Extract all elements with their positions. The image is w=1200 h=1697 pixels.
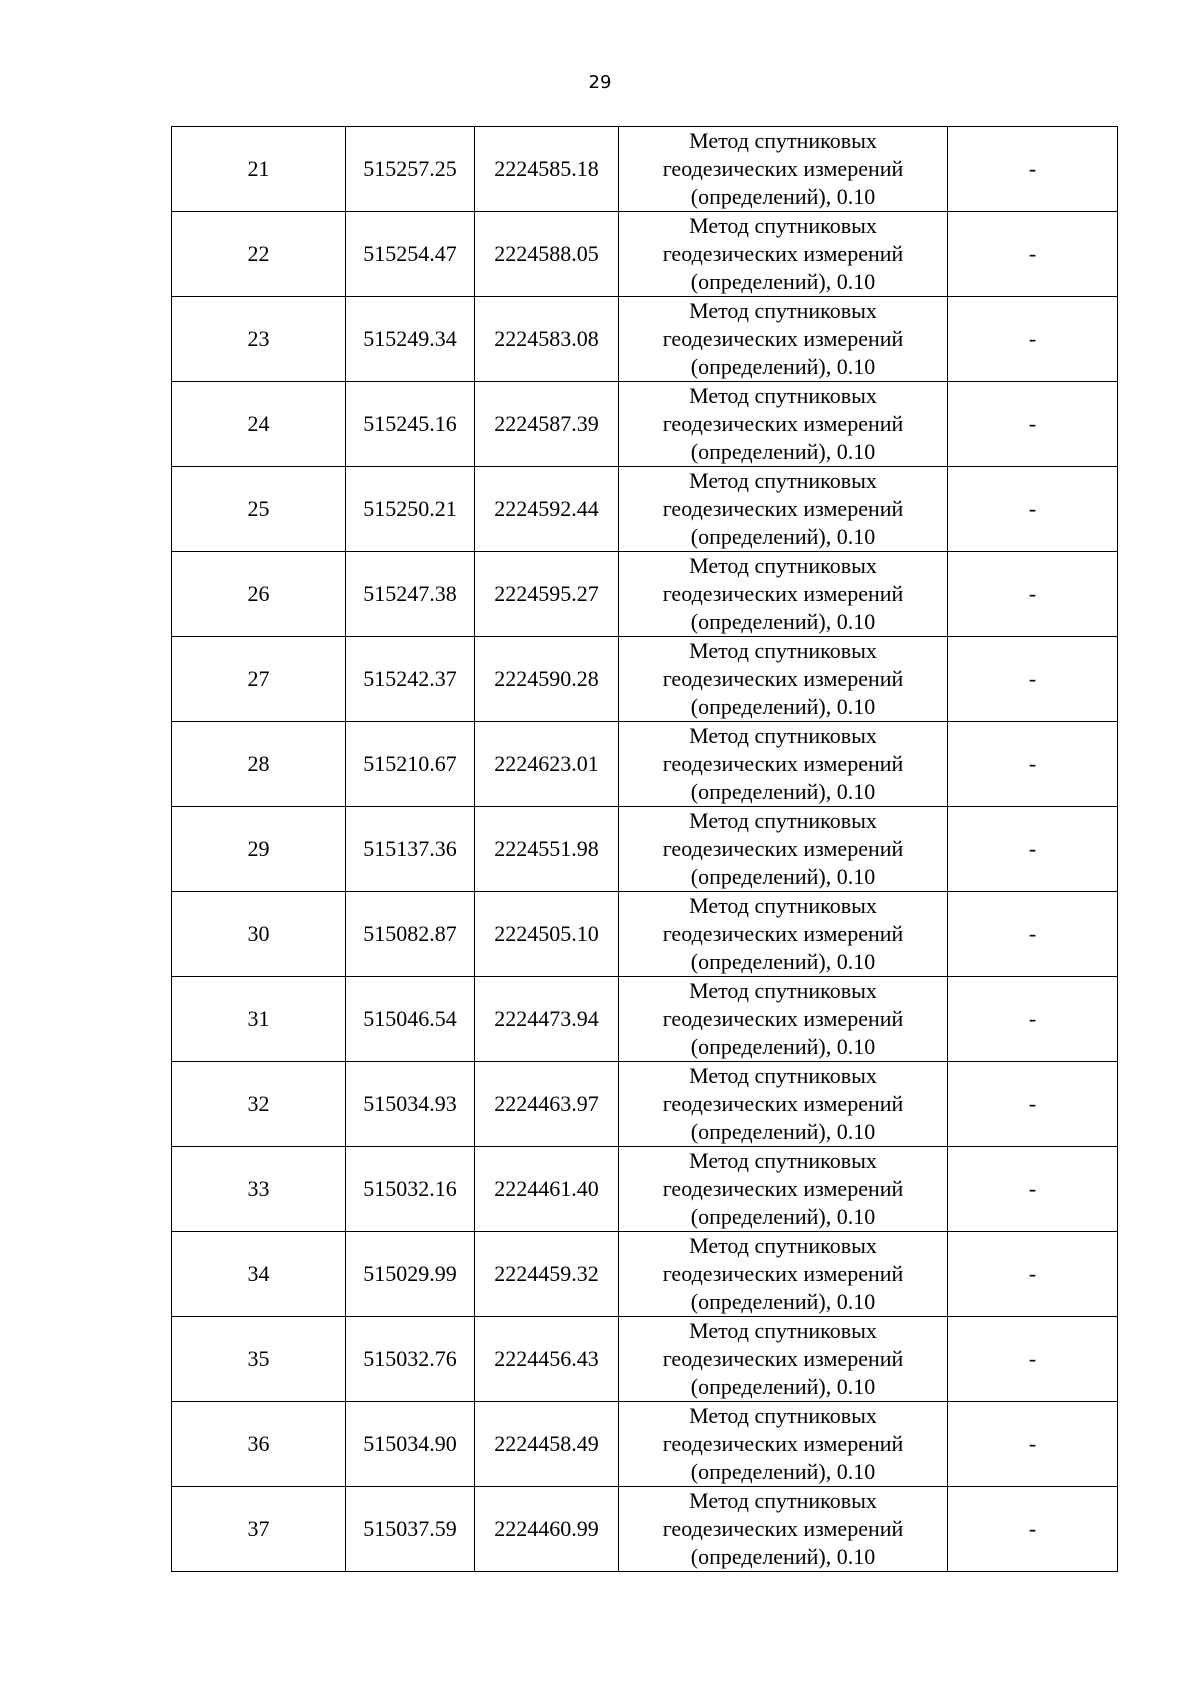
method-text-line: Метод спутниковых [689,213,877,238]
method-text-line: Метод спутниковых [689,383,877,408]
point-number-cell: 28 [172,722,346,807]
table-row [172,1232,1118,1317]
method-cell [619,1487,948,1572]
method-text-line: (определений), 0.10 [690,779,876,804]
point-number-cell: 22 [172,212,346,297]
x-coordinate-cell: 515242.37 [346,637,475,722]
point-number-cell: 35 [172,1317,346,1402]
note-cell: - [948,1062,1118,1147]
method-text-line: геодезических измерений [662,751,904,776]
method-text-line: Метод спутниковых [689,1233,877,1258]
method-cell [619,722,948,807]
method-text-line: (определений), 0.10 [690,1034,876,1059]
note-cell: - [948,722,1118,807]
method-text-line: (определений), 0.10 [690,354,876,379]
y-coordinate-cell: 2224473.94 [475,977,619,1062]
note-cell: - [948,1317,1118,1402]
point-number-cell: 34 [172,1232,346,1317]
x-coordinate-cell: 515250.21 [346,467,475,552]
note-cell: - [948,552,1118,637]
y-coordinate-cell: 2224505.10 [475,892,619,977]
method-cell [619,807,948,892]
table-row [172,722,1118,807]
point-number-cell: 25 [172,467,346,552]
y-coordinate-cell: 2224460.99 [475,1487,619,1572]
table-row [172,1402,1118,1487]
method-cell [619,1062,948,1147]
method-text-line: (определений), 0.10 [690,439,876,464]
method-cell [619,892,948,977]
note-cell: - [948,807,1118,892]
method-text-line: геодезических измерений [662,496,904,521]
method-text-line: геодезических измерений [662,1346,904,1371]
note-cell: - [948,1147,1118,1232]
method-text-line: Метод спутниковых [689,978,877,1003]
y-coordinate-cell: 2224590.28 [475,637,619,722]
method-cell [619,637,948,722]
note-cell: - [948,1487,1118,1572]
x-coordinate-cell: 515137.36 [346,807,475,892]
note-cell: - [948,212,1118,297]
table-row [172,1147,1118,1232]
method-cell [619,382,948,467]
method-text-line: геодезических измерений [662,1006,904,1031]
x-coordinate-cell: 515254.47 [346,212,475,297]
method-text-line: Метод спутниковых [689,638,877,663]
note-cell: - [948,297,1118,382]
method-cell [619,212,948,297]
method-text-line: геодезических измерений [662,241,904,266]
method-text-line: геодезических измерений [662,581,904,606]
method-text-line: (определений), 0.10 [690,524,876,549]
method-text-line: геодезических измерений [662,1261,904,1286]
table-row [172,892,1118,977]
method-text-line: геодезических измерений [662,411,904,436]
method-text-line: Метод спутниковых [689,1148,877,1173]
y-coordinate-cell: 2224588.05 [475,212,619,297]
method-text-line: Метод спутниковых [689,1403,877,1428]
y-coordinate-cell: 2224551.98 [475,807,619,892]
method-text-line: геодезических измерений [662,666,904,691]
method-cell [619,1402,948,1487]
y-coordinate-cell: 2224585.18 [475,127,619,212]
x-coordinate-cell: 515247.38 [346,552,475,637]
method-text-line: Метод спутниковых [689,553,877,578]
method-cell [619,1147,948,1232]
x-coordinate-cell: 515082.87 [346,892,475,977]
point-number-cell: 37 [172,1487,346,1572]
point-number-cell: 21 [172,127,346,212]
y-coordinate-cell: 2224595.27 [475,552,619,637]
method-cell [619,977,948,1062]
method-text-line: геодезических измерений [662,1091,904,1116]
table-row [172,1062,1118,1147]
method-text-line: Метод спутниковых [689,808,877,833]
note-cell: - [948,637,1118,722]
method-cell [619,1232,948,1317]
method-cell [619,1317,948,1402]
note-cell: - [948,127,1118,212]
method-text-line: (определений), 0.10 [690,609,876,634]
method-cell [619,467,948,552]
point-number-cell: 31 [172,977,346,1062]
y-coordinate-cell: 2224587.39 [475,382,619,467]
point-number-cell: 29 [172,807,346,892]
method-text-line: (определений), 0.10 [690,1374,876,1399]
method-text-line: Метод спутниковых [689,1318,877,1343]
table-row [172,467,1118,552]
point-number-cell: 27 [172,637,346,722]
x-coordinate-cell: 515210.67 [346,722,475,807]
table-row [172,807,1118,892]
note-cell: - [948,1232,1118,1317]
method-text-line: (определений), 0.10 [690,1459,876,1484]
method-text-line: (определений), 0.10 [690,184,876,209]
method-text-line: (определений), 0.10 [690,1289,876,1314]
y-coordinate-cell: 2224623.01 [475,722,619,807]
y-coordinate-cell: 2224592.44 [475,467,619,552]
method-text-line: Метод спутниковых [689,298,877,323]
method-text-line: геодезических измерений [662,921,904,946]
x-coordinate-cell: 515249.34 [346,297,475,382]
method-text-line: Метод спутниковых [689,1063,877,1088]
method-text-line: Метод спутниковых [689,128,877,153]
note-cell: - [948,1402,1118,1487]
method-text-line: геодезических измерений [662,156,904,181]
point-number-cell: 36 [172,1402,346,1487]
point-number-cell: 26 [172,552,346,637]
method-text-line: геодезических измерений [662,326,904,351]
coordinates-table [171,126,1118,1572]
x-coordinate-cell: 515029.99 [346,1232,475,1317]
method-text-line: Метод спутниковых [689,723,877,748]
method-text-line: геодезических измерений [662,1176,904,1201]
x-coordinate-cell: 515032.76 [346,1317,475,1402]
method-text-line: Метод спутниковых [689,1488,877,1513]
table-row [172,212,1118,297]
x-coordinate-cell: 515037.59 [346,1487,475,1572]
x-coordinate-cell: 515257.25 [346,127,475,212]
table-row [172,1487,1118,1572]
table-row [172,382,1118,467]
y-coordinate-cell: 2224583.08 [475,297,619,382]
page-number: 29 [588,72,612,93]
table-row [172,552,1118,637]
point-number-cell: 32 [172,1062,346,1147]
method-text-line: (определений), 0.10 [690,1204,876,1229]
note-cell: - [948,977,1118,1062]
y-coordinate-cell: 2224458.49 [475,1402,619,1487]
table-row [172,977,1118,1062]
point-number-cell: 23 [172,297,346,382]
point-number-cell: 24 [172,382,346,467]
note-cell: - [948,892,1118,977]
point-number-cell: 30 [172,892,346,977]
table-row [172,1317,1118,1402]
x-coordinate-cell: 515032.16 [346,1147,475,1232]
method-cell [619,127,948,212]
method-text-line: (определений), 0.10 [690,949,876,974]
method-text-line: Метод спутниковых [689,468,877,493]
x-coordinate-cell: 515034.90 [346,1402,475,1487]
method-text-line: (определений), 0.10 [690,269,876,294]
y-coordinate-cell: 2224459.32 [475,1232,619,1317]
method-cell [619,297,948,382]
table-row [172,297,1118,382]
table-row [172,127,1118,212]
x-coordinate-cell: 515046.54 [346,977,475,1062]
method-text-line: (определений), 0.10 [690,1544,876,1569]
x-coordinate-cell: 515245.16 [346,382,475,467]
method-text-line: геодезических измерений [662,1431,904,1456]
y-coordinate-cell: 2224463.97 [475,1062,619,1147]
note-cell: - [948,382,1118,467]
x-coordinate-cell: 515034.93 [346,1062,475,1147]
table-row [172,637,1118,722]
method-text-line: геодезических измерений [662,1516,904,1541]
method-cell [619,552,948,637]
method-text-line: (определений), 0.10 [690,1119,876,1144]
note-cell: - [948,467,1118,552]
method-text-line: (определений), 0.10 [690,864,876,889]
coordinates-table-body [172,127,1118,1572]
method-text-line: Метод спутниковых [689,893,877,918]
method-text-line: геодезических измерений [662,836,904,861]
point-number-cell: 33 [172,1147,346,1232]
y-coordinate-cell: 2224456.43 [475,1317,619,1402]
method-text-line: (определений), 0.10 [690,694,876,719]
y-coordinate-cell: 2224461.40 [475,1147,619,1232]
